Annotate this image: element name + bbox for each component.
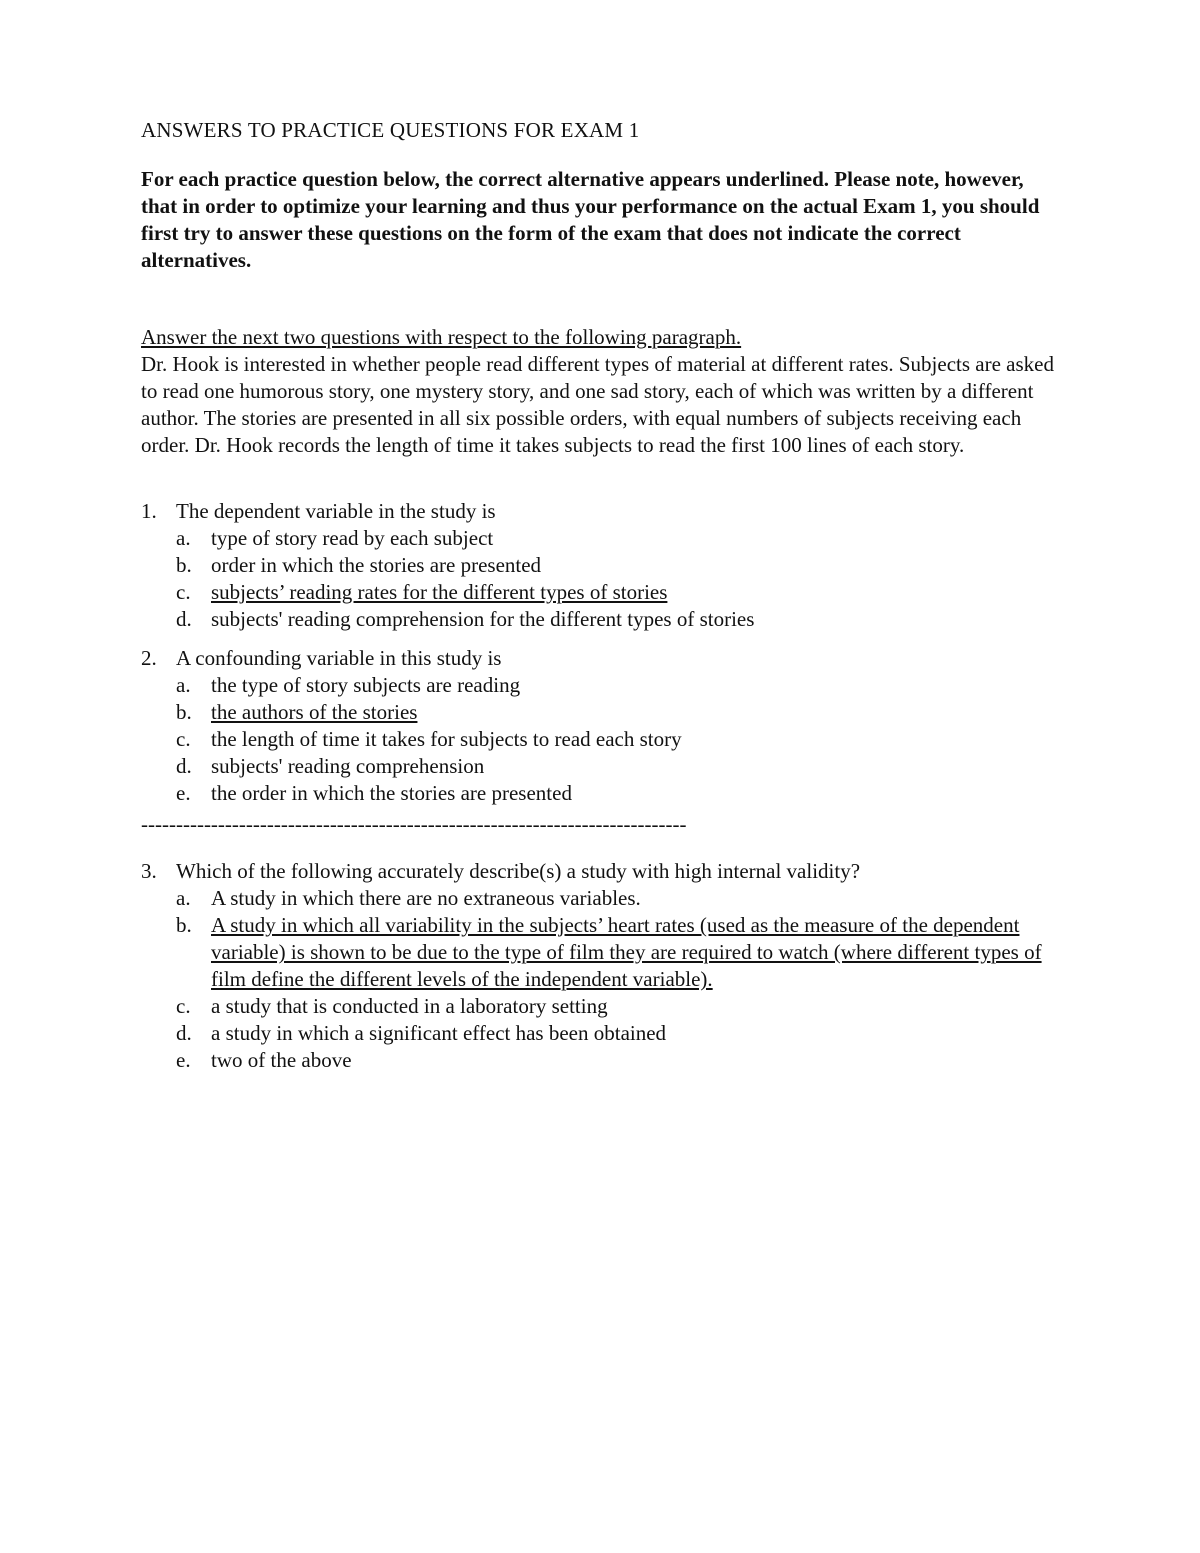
question-number: 2. — [141, 646, 157, 670]
question-number: 3. — [141, 859, 157, 883]
question-stem: The dependent variable in the study is — [176, 499, 496, 523]
option-e — [176, 1047, 1061, 1074]
option-letter: c. — [176, 580, 191, 604]
correct-answer-text: the authors of the stories — [211, 700, 418, 724]
option-d — [176, 1020, 1061, 1047]
option-letter: d. — [176, 607, 192, 631]
option-letter: b. — [176, 553, 192, 577]
correct-answer-text: subjects’ reading rates for the different types of stories — [211, 580, 668, 604]
question-stem: Which of the following accurately describe(s) a study with high internal validity? — [176, 859, 861, 883]
option-text: subjects' reading comprehension for the different types of stories — [211, 607, 755, 631]
option-d — [176, 753, 1061, 780]
option-text: order in which the stories are presented — [211, 553, 542, 577]
option-text: the length of time it takes for subjects to read each story — [211, 727, 682, 751]
question-stem: A confounding variable in this study is — [176, 646, 502, 670]
instructions-note: For each practice question below, the correct alternative appears underlined. Please note, however, that in order to optimize your learning and thus your performance on the actual Exam 1, you should first try to answer these questions on the form of the exam that does not indicate the correct alternatives. — [141, 167, 1040, 272]
option-text: subjects' reading comprehension — [211, 754, 485, 778]
option-c-correct — [176, 579, 1061, 606]
option-letter: c. — [176, 994, 191, 1018]
option-text: a study that is conducted in a laboratory setting — [211, 994, 608, 1018]
option-text: the type of story subjects are reading — [211, 673, 521, 697]
correct-answer-text: A study in which all variability in the subjects’ heart rates (used as the measure of the dependent variable) is shown to be due to the type of film they are required to watch (where different types of film define the different levels of the independent variable). — [211, 913, 1042, 991]
question-1 — [141, 498, 1061, 633]
section-divider: ------------------------------------------------------------------------------ — [141, 812, 687, 836]
option-c — [176, 726, 1061, 753]
option-letter: d. — [176, 754, 192, 778]
option-letter: c. — [176, 727, 191, 751]
option-text: the order in which the stories are presented — [211, 781, 572, 805]
option-text: A study in which there are no extraneous variables. — [211, 886, 641, 910]
passage-instruction: Answer the next two questions with respect to the following paragraph. — [141, 325, 742, 349]
option-letter: a. — [176, 886, 191, 910]
option-text: two of the above — [211, 1048, 352, 1072]
option-letter: e. — [176, 781, 191, 805]
option-a — [176, 525, 1061, 552]
option-d — [176, 606, 1061, 633]
option-c — [176, 993, 1061, 1020]
passage-text: Dr. Hook is interested in whether people read different types of material at different rates. Subjects are asked to read one humorous story, one mystery story, and one sad story, each of which was written by a different author. The stories are presented in all six possible orders, with equal numbers of subjects receiving each order. Dr. Hook records the length of time it takes subjects to read the first 100 lines of each story. — [141, 352, 1054, 457]
option-letter: a. — [176, 673, 191, 697]
option-text: a study in which a significant effect has been obtained — [211, 1021, 667, 1045]
option-e — [176, 780, 1061, 807]
question-3 — [141, 858, 1061, 1074]
option-letter: a. — [176, 526, 191, 550]
option-text: type of story read by each subject — [211, 526, 494, 550]
option-a — [176, 885, 1061, 912]
option-letter: d. — [176, 1021, 192, 1045]
option-letter: b. — [176, 700, 192, 724]
page-title: ANSWERS TO PRACTICE QUESTIONS FOR EXAM 1 — [141, 118, 640, 142]
option-b-correct — [176, 699, 1061, 726]
option-a — [176, 672, 1061, 699]
option-b — [176, 552, 1061, 579]
question-number: 1. — [141, 499, 157, 523]
option-letter: b. — [176, 913, 192, 937]
option-letter: e. — [176, 1048, 191, 1072]
option-b-correct — [176, 912, 1061, 993]
question-2 — [141, 645, 1061, 807]
